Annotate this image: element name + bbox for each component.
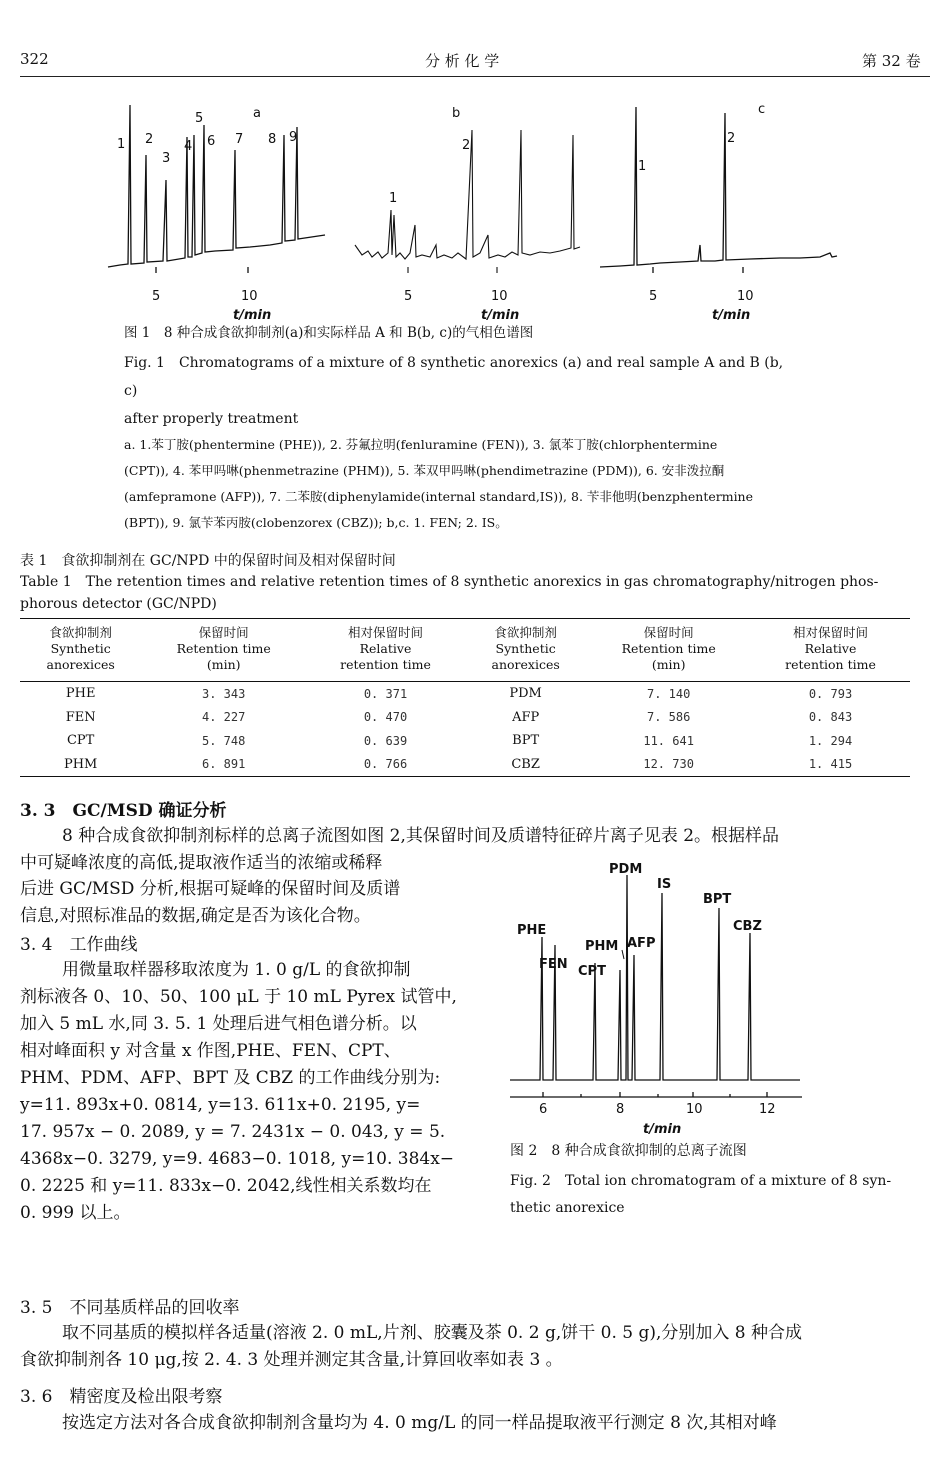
table1-header: 保留时间 Retention time (min) bbox=[621, 625, 716, 672]
fig1c-axis-label: t/min bbox=[712, 308, 751, 323]
table1-header: 食欲抑制剂 Synthetic anorexices bbox=[46, 625, 115, 672]
table-cell: 0. 793 bbox=[808, 686, 853, 701]
table-row bbox=[20, 706, 910, 730]
table-cell: CPT bbox=[66, 733, 95, 749]
fig2-label-FEN: FEN bbox=[539, 957, 568, 972]
section-3-5-heading: 3. 5 不同基质样品的回收率 bbox=[20, 1298, 240, 1318]
fig1b-label: b bbox=[452, 106, 461, 121]
table-cell: AFP bbox=[512, 709, 540, 725]
table-cell: 6. 891 bbox=[201, 757, 246, 772]
fig1-panel-c bbox=[600, 107, 837, 273]
table-cell: FEN bbox=[65, 709, 96, 725]
fig1-legend-line-3: (amfepramone (AFP)), 7. 二苯胺(diphenylamide(internal standard,IS)), 8. 苄非他明(benzphentermine bbox=[124, 489, 754, 504]
s36-line-1: 按选定方法对各合成食欲抑制剂含量均为 4. 0 mg/L 的同一样品提取液平行测定 8 次,其相对峰 bbox=[62, 1413, 777, 1433]
fig1b-tick-10: 10 bbox=[491, 289, 508, 304]
table-cell: 1. 415 bbox=[808, 757, 853, 772]
table-cell: 12. 730 bbox=[643, 757, 694, 772]
fig2-tick-6: 6 bbox=[539, 1102, 548, 1117]
fig1a-tick-10: 10 bbox=[241, 289, 258, 304]
volume-label: 第 32 卷 bbox=[862, 52, 921, 70]
fig2-tick-12: 12 bbox=[759, 1102, 776, 1117]
table1-header: 相对保留时间 Relative retention time bbox=[340, 625, 431, 672]
fig1c-peak-1: 1 bbox=[638, 159, 647, 174]
fig1-legend-line-4: (BPT)), 9. 氯苄苯丙胺(clobenzorex (CBZ)); b,c. 1. FEN; 2. IS。 bbox=[124, 515, 508, 530]
s33-line-4: 信息,对照标准品的数据,确定是否为该化合物。 bbox=[20, 906, 371, 926]
s34-line-7: 17. 957x − 0. 2089, y = 7. 2431x − 0. 043, y = 5. bbox=[20, 1122, 446, 1142]
fig1a-peak-7: 7 bbox=[235, 132, 244, 147]
table1-title-en-cont: phorous detector (GC/NPD) bbox=[20, 596, 217, 612]
table-row bbox=[20, 753, 910, 777]
fig1b-axis-label: t/min bbox=[481, 308, 520, 323]
fig1b-tick-5: 5 bbox=[404, 289, 413, 304]
table1-header-row bbox=[20, 619, 910, 682]
s34-line-6: y=11. 893x+0. 0814, y=13. 611x+0. 2195, y= bbox=[20, 1095, 421, 1115]
s34-line-2: 剂标液各 0、10、50、100 μL 于 10 mL Pyrex 试管中, bbox=[20, 987, 457, 1007]
fig1a-peak-4: 4 bbox=[184, 139, 193, 154]
table-cell: 4. 227 bbox=[201, 710, 246, 725]
table1-header: 食欲抑制剂 Synthetic anorexices bbox=[491, 625, 560, 672]
fig1a-peak-3: 3 bbox=[162, 151, 171, 166]
fig1b-peak-2: 2 bbox=[462, 138, 471, 153]
table-cell: 11. 641 bbox=[643, 733, 694, 748]
table-cell: 0. 766 bbox=[363, 757, 408, 772]
fig1-caption-en-cont2: after properly treatment bbox=[124, 411, 299, 427]
fig1a-peak-5: 5 bbox=[195, 111, 204, 126]
header-rule bbox=[20, 76, 930, 77]
s34-line-5: PHM、PDM、AFP、BPT 及 CBZ 的工作曲线分别为: bbox=[20, 1068, 441, 1088]
fig2-caption-en-cont: thetic anorexice bbox=[510, 1200, 625, 1216]
table-cell: 0. 371 bbox=[363, 686, 408, 701]
table-cell: 3. 343 bbox=[201, 686, 246, 701]
table1-title-cn: 表 1 食欲抑制剂在 GC/NPD 中的保留时间及相对保留时间 bbox=[20, 553, 396, 569]
page-number: 322 bbox=[20, 50, 49, 68]
fig1-caption-en: Fig. 1 Chromatograms of a mixture of 8 synthetic anorexics (a) and real sample A and B (b, bbox=[124, 355, 784, 371]
fig2-axis-label: t/min bbox=[643, 1122, 682, 1137]
fig1-caption-cn: 图 1 8 种合成食欲抑制剂(a)和实际样品 A 和 B(b, c)的气相色谱图 bbox=[124, 325, 534, 341]
fig2-tick-10: 10 bbox=[686, 1102, 703, 1117]
table-cell: 0. 639 bbox=[363, 733, 408, 748]
s34-line-9: 0. 2225 和 y=11. 833x−0. 2042,线性相关系数均在 bbox=[20, 1176, 432, 1196]
s33-line-3: 后进 GC/MSD 分析,根据可疑峰的保留时间及质谱 bbox=[20, 879, 401, 899]
fig2-tick-8: 8 bbox=[616, 1102, 625, 1117]
fig1a-peak-1: 1 bbox=[117, 137, 126, 152]
s34-line-3: 加入 5 mL 水,同 3. 5. 1 处理后进气相色谱分析。以 bbox=[20, 1014, 417, 1034]
fig2-label-PHE: PHE bbox=[517, 923, 547, 938]
section-3-6-heading: 3. 6 精密度及检出限考察 bbox=[20, 1387, 223, 1407]
fig1-legend-line-2: (CPT)), 4. 苯甲吗啉(phenmetrazine (PHM)), 5. 苯双甲吗啉(phendimetrazine (PDM)), 6. 安非泼拉酮 bbox=[124, 463, 725, 478]
table-cell: 7. 140 bbox=[646, 686, 691, 701]
fig1c-tick-10: 10 bbox=[737, 289, 754, 304]
table-row bbox=[20, 682, 910, 706]
s33-line-1: 8 种合成食欲抑制剂标样的总离子流图如图 2,其保留时间及质谱特征碎片离子见表 2。根据样品 bbox=[62, 826, 780, 846]
table-cell: CBZ bbox=[511, 756, 540, 772]
s35-line-2: 食欲抑制剂各 10 μg,按 2. 4. 3 处理并测定其含量,计算回收率如表 3 。 bbox=[20, 1350, 563, 1370]
fig2-caption-en: Fig. 2 Total ion chromatogram of a mixture of 8 syn- bbox=[510, 1173, 892, 1189]
section-3-4-heading: 3. 4 工作曲线 bbox=[20, 935, 138, 955]
table1-header: 相对保留时间 Relative retention time bbox=[785, 625, 876, 672]
table-cell: PHE bbox=[65, 686, 96, 702]
table-cell: 0. 843 bbox=[808, 710, 853, 725]
fig1b-peak-1: 1 bbox=[389, 191, 398, 206]
table-cell: PDM bbox=[509, 686, 542, 702]
fig1-caption-en-cont: c) bbox=[124, 383, 138, 399]
figure-1-chromatograms bbox=[100, 95, 850, 325]
fig1a-peak-6: 6 bbox=[207, 134, 216, 149]
fig1a-tick-5: 5 bbox=[152, 289, 161, 304]
s34-line-10: 0. 999 以上。 bbox=[20, 1203, 131, 1223]
fig2-label-AFP: AFP bbox=[627, 936, 656, 951]
fig2-caption-cn: 图 2 8 种合成食欲抑制的总离子流图 bbox=[510, 1143, 747, 1159]
table1-title-en: Table 1 The retention times and relative retention times of 8 synthetic anorexics in gas chromatography/nitrogen phos- bbox=[20, 574, 879, 590]
table-cell: 7. 586 bbox=[646, 710, 691, 725]
s35-line-1: 取不同基质的模拟样各适量(溶液 2. 0 mL,片剂、胶囊及茶 0. 2 g,饼干 0. 5 g),分别加入 8 种合成 bbox=[62, 1323, 803, 1343]
fig2-label-PHM: PHM bbox=[585, 939, 619, 954]
table-cell: 5. 748 bbox=[201, 733, 246, 748]
figure-2-total-ion-chromatogram bbox=[505, 855, 815, 1140]
fig1a-axis-label: t/min bbox=[233, 308, 272, 323]
section-3-3-heading: 3. 3 GC/MSD 确证分析 bbox=[20, 801, 227, 821]
s33-line-2: 中可疑峰浓度的高低,提取液作适当的浓缩或稀释 bbox=[20, 853, 383, 873]
fig1c-label: c bbox=[758, 102, 766, 117]
table-row bbox=[20, 729, 910, 753]
fig1a-peak-8: 8 bbox=[268, 132, 277, 147]
fig1c-peak-2: 2 bbox=[727, 131, 736, 146]
fig1a-peak-9: 9 bbox=[289, 130, 298, 145]
table-cell: PHM bbox=[63, 756, 98, 772]
table-1 bbox=[20, 618, 910, 777]
table-cell: 0. 470 bbox=[363, 710, 408, 725]
journal-title: 分 析 化 学 bbox=[425, 52, 500, 70]
table-cell: 1. 294 bbox=[808, 733, 853, 748]
fig1a-peak-2: 2 bbox=[145, 132, 154, 147]
fig1c-tick-5: 5 bbox=[649, 289, 658, 304]
s34-line-4: 相对峰面积 y 对含量 x 作图,PHE、FEN、CPT、 bbox=[20, 1041, 401, 1061]
s34-line-8: 4368x−0. 3279, y=9. 4683−0. 1018, y=10. 384x− bbox=[20, 1149, 455, 1169]
table1-header: 保留时间 Retention time (min) bbox=[176, 625, 271, 672]
fig1a-label: a bbox=[253, 106, 261, 121]
fig2-label-CBZ: CBZ bbox=[733, 919, 762, 934]
fig2-label-BPT: BPT bbox=[703, 892, 732, 907]
s34-line-1: 用微量取样器移取浓度为 1. 0 g/L 的食欲抑制 bbox=[62, 960, 411, 980]
fig2-label-PDM: PDM bbox=[609, 862, 643, 877]
table-cell: BPT bbox=[512, 733, 540, 749]
fig1-legend-line-1: a. 1.苯丁胺(phentermine (PHE)), 2. 芬氟拉明(fenluramine (FEN)), 3. 氯苯丁胺(chlorphentermine bbox=[124, 437, 718, 452]
fig2-label-CPT: CPT bbox=[578, 964, 606, 979]
fig2-label-IS: IS bbox=[657, 877, 672, 892]
